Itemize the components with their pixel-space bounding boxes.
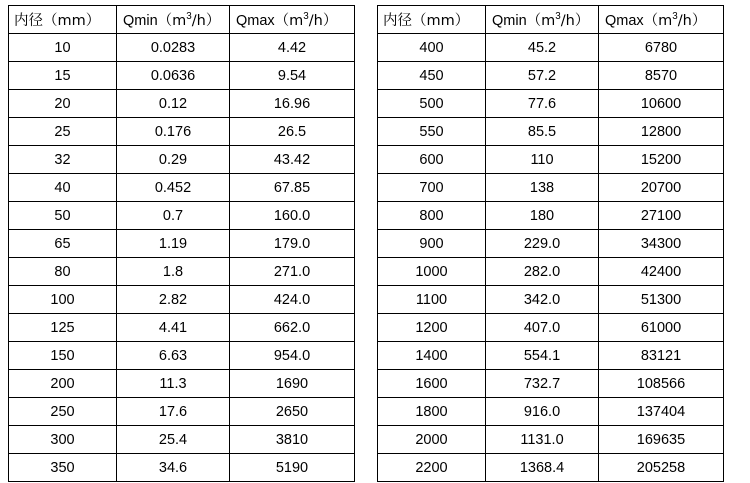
cell-diameter: 65 [9,230,117,258]
cell-qmin: 1131.0 [486,426,599,454]
cell-qmin: 0.29 [117,146,230,174]
cell-qmin: 1.8 [117,258,230,286]
table-row [9,286,355,314]
cell-diameter: 2000 [378,426,486,454]
cell-diameter: 400 [378,34,486,62]
table-row [378,258,724,286]
table-row [378,370,724,398]
cell-qmax: 15200 [599,146,724,174]
table-row [378,90,724,118]
cell-diameter: 1600 [378,370,486,398]
cell-qmax: 1690 [230,370,355,398]
cell-qmin: 0.12 [117,90,230,118]
cell-qmax: 8570 [599,62,724,90]
table-row [9,34,355,62]
table-row [378,286,724,314]
cell-qmax: 27100 [599,202,724,230]
cell-diameter: 1400 [378,342,486,370]
cell-diameter: 80 [9,258,117,286]
table-row [9,314,355,342]
cell-diameter: 600 [378,146,486,174]
table-row [9,258,355,286]
cell-diameter: 50 [9,202,117,230]
cell-qmin: 0.452 [117,174,230,202]
table-row [378,62,724,90]
cell-qmin: 57.2 [486,62,599,90]
cell-diameter: 20 [9,90,117,118]
table-row [9,202,355,230]
table-header-row [9,6,355,34]
cell-qmax: 160.0 [230,202,355,230]
cell-qmin: 110 [486,146,599,174]
table-row [378,34,724,62]
table-row [9,118,355,146]
table-body [378,34,724,482]
cell-qmax: 16.96 [230,90,355,118]
cell-qmin: 2.82 [117,286,230,314]
cell-qmax: 20700 [599,174,724,202]
cell-qmax: 424.0 [230,286,355,314]
cell-qmax: 9.54 [230,62,355,90]
table-row [9,454,355,482]
cell-qmin: 11.3 [117,370,230,398]
table-row [9,62,355,90]
cell-qmin: 1368.4 [486,454,599,482]
cell-qmax: 2650 [230,398,355,426]
header-qmin: $Qmin(m^3/h)$ [117,6,230,34]
table-row [9,146,355,174]
table-row [9,90,355,118]
cell-qmin: 554.1 [486,342,599,370]
cell-qmin: 0.176 [117,118,230,146]
table-row [378,426,724,454]
table-row [9,370,355,398]
cell-qmax: 108566 [599,370,724,398]
cell-qmin: 282.0 [486,258,599,286]
cell-diameter: 300 [9,426,117,454]
cell-diameter: 900 [378,230,486,258]
cell-qmin: 34.6 [117,454,230,482]
cell-qmax: 42400 [599,258,724,286]
header-qmin: $Qmin(m^3/h)$ [486,6,599,34]
cell-qmin: 180 [486,202,599,230]
cell-qmin: 77.6 [486,90,599,118]
table-row [378,454,724,482]
cell-diameter: 800 [378,202,486,230]
cell-qmax: 26.5 [230,118,355,146]
table-row [9,398,355,426]
cell-qmax: 10600 [599,90,724,118]
header-diameter: 内径（mm） [378,6,486,34]
cell-qmax: 51300 [599,286,724,314]
cell-qmin: 6.63 [117,342,230,370]
cell-qmin: 17.6 [117,398,230,426]
cell-qmax: 6780 [599,34,724,62]
cell-qmax: 179.0 [230,230,355,258]
header-diameter: 内径（mm） [9,6,117,34]
cell-diameter: 1800 [378,398,486,426]
cell-qmin: 45.2 [486,34,599,62]
table-row [9,426,355,454]
cell-qmin: 0.0636 [117,62,230,90]
table-header-row [378,6,724,34]
cell-diameter: 10 [9,34,117,62]
cell-qmax: 954.0 [230,342,355,370]
cell-diameter: 100 [9,286,117,314]
cell-qmax: 3810 [230,426,355,454]
header-qmax: $Qmax(m^3/h)$ [230,6,355,34]
cell-diameter: 150 [9,342,117,370]
table-row [378,174,724,202]
cell-diameter: 550 [378,118,486,146]
cell-qmin: 4.41 [117,314,230,342]
large-diameter-flow-table [377,5,724,482]
cell-diameter: 350 [9,454,117,482]
cell-qmax: 662.0 [230,314,355,342]
small-diameter-flow-table [8,5,355,482]
table-row [378,118,724,146]
table-row [9,342,355,370]
cell-qmin: 85.5 [486,118,599,146]
cell-qmin: 25.4 [117,426,230,454]
cell-qmin: 1.19 [117,230,230,258]
cell-qmin: 0.0283 [117,34,230,62]
table-row [378,202,724,230]
cell-diameter: 40 [9,174,117,202]
table-row [9,230,355,258]
cell-qmax: 169635 [599,426,724,454]
cell-qmax: 34300 [599,230,724,258]
cell-qmin: 732.7 [486,370,599,398]
cell-qmax: 67.85 [230,174,355,202]
cell-qmax: 61000 [599,314,724,342]
table-row [378,146,724,174]
cell-qmin: 138 [486,174,599,202]
cell-diameter: 200 [9,370,117,398]
header-qmax: $Qmax(m^3/h)$ [599,6,724,34]
cell-qmax: 4.42 [230,34,355,62]
cell-qmax: 12800 [599,118,724,146]
table-row [378,342,724,370]
cell-diameter: 450 [378,62,486,90]
cell-diameter: 125 [9,314,117,342]
cell-diameter: 250 [9,398,117,426]
cell-diameter: 1200 [378,314,486,342]
cell-diameter: 700 [378,174,486,202]
cell-qmax: 205258 [599,454,724,482]
cell-qmax: 43.42 [230,146,355,174]
cell-diameter: 25 [9,118,117,146]
cell-diameter: 500 [378,90,486,118]
cell-qmin: 229.0 [486,230,599,258]
cell-qmin: 0.7 [117,202,230,230]
cell-diameter: 32 [9,146,117,174]
cell-qmax: 83121 [599,342,724,370]
cell-qmin: 407.0 [486,314,599,342]
table-row [378,398,724,426]
cell-qmax: 137404 [599,398,724,426]
cell-diameter: 1000 [378,258,486,286]
cell-diameter: 15 [9,62,117,90]
cell-qmin: 342.0 [486,286,599,314]
cell-diameter: 2200 [378,454,486,482]
table-row [9,174,355,202]
cell-qmax: 271.0 [230,258,355,286]
tables-container [0,5,750,482]
cell-qmin: 916.0 [486,398,599,426]
cell-qmax: 5190 [230,454,355,482]
table-row [378,230,724,258]
table-body [9,34,355,482]
table-row [378,314,724,342]
cell-diameter: 1100 [378,286,486,314]
